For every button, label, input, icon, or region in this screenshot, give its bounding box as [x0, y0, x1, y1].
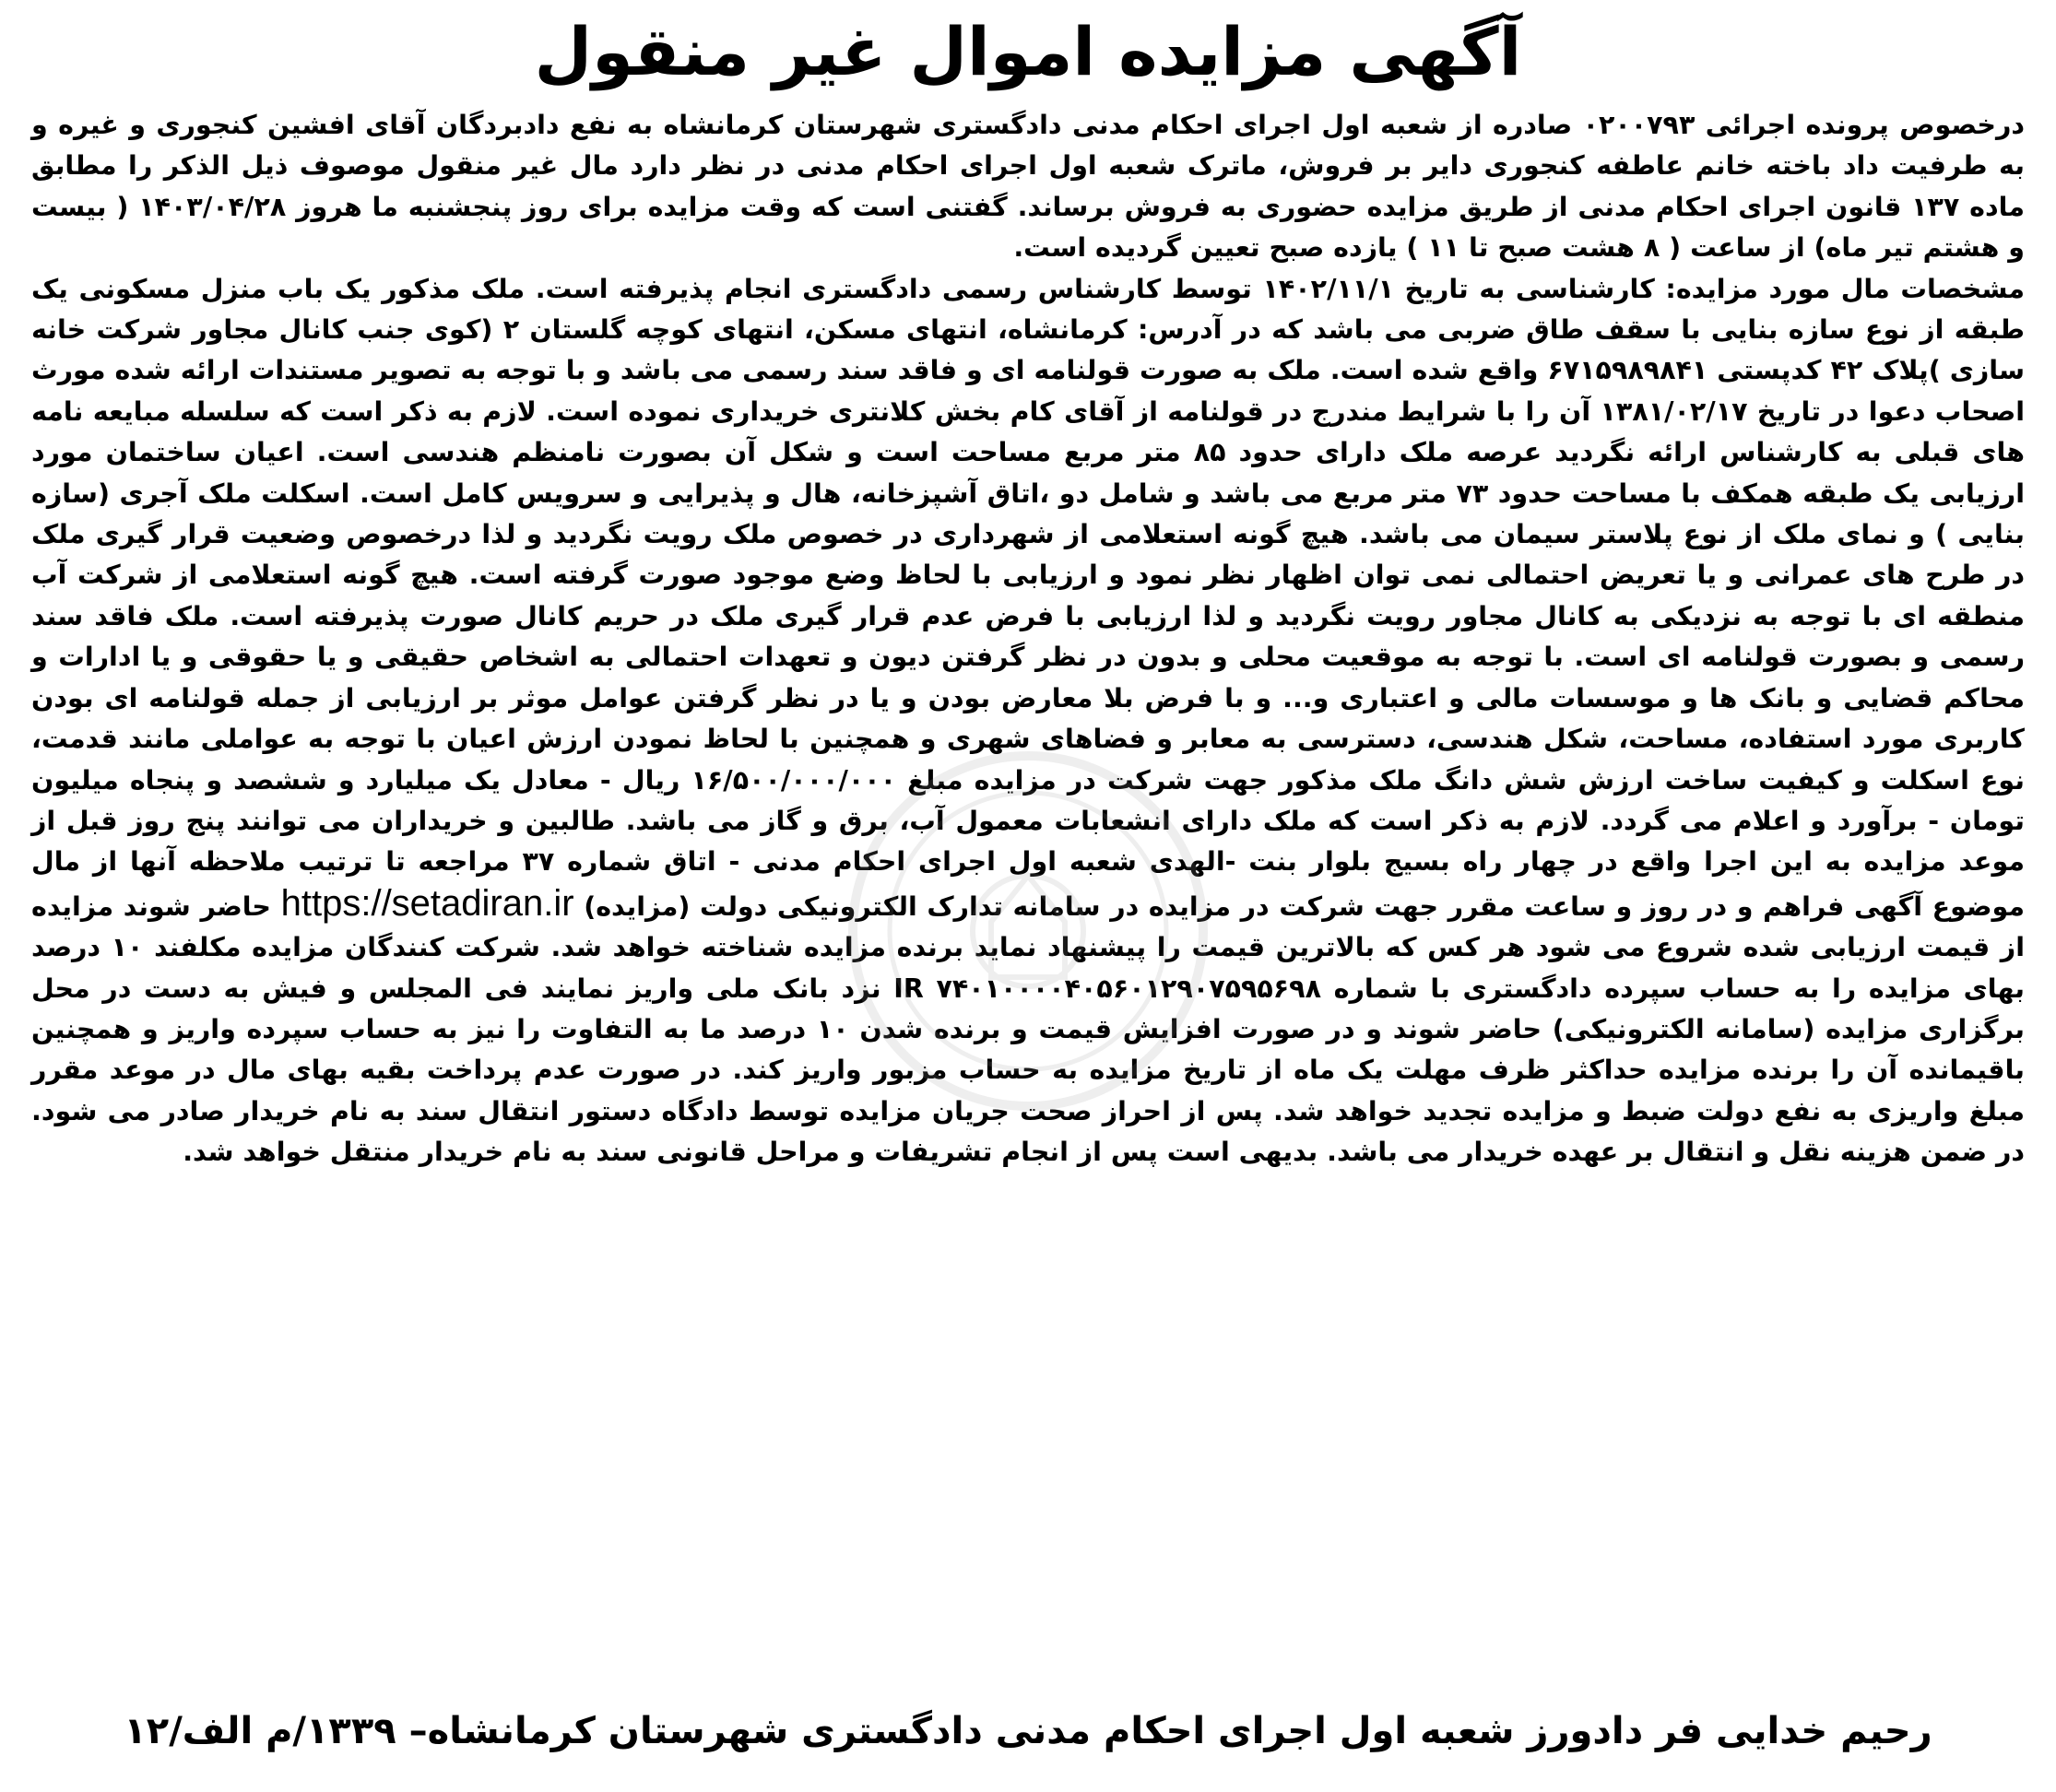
setadiran-url: https://setadiran.ir	[280, 882, 574, 924]
details-text-part-1: مشخصات مال مورد مزایده: کارشناسی به تاریخ ۱۴۰۲/۱۱/۱ توسط کارشناس رسمی دادگستری انجام پذیرفته است. ملک مذکور یک باب منزل مسکونی یک طبقه از نوع سازه بنایی با سقف طاق ضربی می باشد که در آدرس: کرمانشاه، انتهای مسکن، انتهای کوچه گلستان ۲ (کوی جنب کانال مجاور شرکت خانه سازی )پلاک ۴۲ کدپستی ۶۷۱۵۹۸۹۸۴۱ واقع شده است. ملک به صورت قولنامه ای و فاقد سند رسمی می باشد و با توجه به تصویر مستندات ارائه شده مورث اصحاب دعوا در تاریخ ۱۳۸۱/۰۲/۱۷ آن را با شرایط مندرج در قولنامه از آقای کام بخش کلانتری خریداری نموده است. لازم به ذکر است که سلسله مبایعه نامه های قبلی به کارشناس ارائه نگردید عرصه ملک دارای حدود ۸۵ متر مربع مساحت است و شکل آن بصورت نامنظم هندسی است. اعیان ساختمان مورد ارزیابی یک طبقه همکف با مساحت حدود ۷۳ متر مربع می باشد و شامل دو ،اتاق آشپزخانه، هال و پذیرایی و سرویس کامل است. اسکلت ملک آجری (سازه بنایی ) و نمای ملک از نوع پلاستر سیمان می باشد. هیچ گونه استعلامی از شهرداری در خصوص ملک رویت نگردید و لذا درخصوص وضعیت قرار گیری ملک در طرح های عمرانی و یا تعریض احتمالی نمی توان اظهار نظر نمود و ارزیابی با لحاظ وضع موجود صورت گرفته است. هیچ گونه استعلامی از شرکت آب منطقه ای با توجه به نزدیکی به کانال مجاور رویت نگردید و لذا ارزیابی با فرض عدم قرار گیری ملک در حریم کانال صورت پذیرفته است. ملک فاقد سند رسمی و بصورت قولنامه ای است. با توجه به موقعیت محلی و بدون در نظر گرفتن دیون و تعهدات احتمالی به اشخاص حقیقی و یا حقوقی و یا ادارات و محاکم قضایی و بانک ها و موسسات مالی و اعتباری و... و با فرض بلا معارض بودن و یا در نظر گرفتن عوامل موثر بر ارزیابی از جمله قولنامه ای بودن کاربری مورد استفاده، مساحت، شکل هندسی، دسترسی به معابر و فضاهای شهری و همچنین با لحاظ نمودن ارزش اعیان با توجه به عواملی مانند قدمت، نوع اسکلت و کیفیت ساخت ارزش شش دانگ ملک مذکور جهت شرکت در مزایده مبلغ ۱۶/۵۰۰/۰۰۰/۰۰۰ ریال - معادل یک میلیارد و ششصد و پنجاه میلیون تومان - برآورد و اعلام می گردد. لازم به ذکر است که ملک دارای انشعابات معمول آب، برق و گاز می باشد. طالبین و خریداران می توانند پنج روز قبل از موعد مزایده به این اجرا واقع در چهار راه بسیج بلوار بنت -الهدی شعبه اول اجرای احکام مدنی - اتاق شماره ۳۷ مراجعه تا ترتیب ملاحظه آنها از مال موضوع آگهی فراهم و در روز و ساعت مقرر جهت شرکت در مزایده در سامانه تدارک الکترونیکی دولت (مزایده)	[31, 273, 2025, 922]
notice-body	[31, 105, 2025, 1173]
notice-signature: رحیم خدایی فر دادورز شعبه اول اجرای احکام مدنی دادگستری شهرستان کرمانشاه– ۱۳۳۹/م الف/۱۲	[124, 1710, 1932, 1752]
auction-notice	[18, 0, 2038, 1792]
notice-title: آگهی مزایده اموال غیر منقول	[534, 13, 1522, 90]
notice-paragraph-intro: درخصوص پرونده اجرائی ۰۲۰۰۷۹۳ صادره از شعبه اول اجرای احکام مدنی دادگستری شهرستان کرمانشاه به نفع دادبردگان آقای افشین کنجوری و غیره و به طرفیت داد باخته خانم عاطفه کنجوری دایر بر فروش، ماترک شعبه اول اجرای احکام مدنی در نظر دارد مال غیر منقول موصوف ذیل الذکر را مطابق ماده ۱۳۷ قانون اجرای احکام مدنی از طریق مزایده حضوری به فروش برساند. گفتنی است که وقت مزایده برای روز پنجشنبه ما هروز ۱۴۰۳/۰۴/۲۸ ( بیست و هشتم تیر ماه) از ساعت ( ۸ هشت صبح تا ۱۱ ) یازده صبح تعیین گردیده است.	[31, 110, 2025, 264]
details-text-part-2: حاضر شوند مزایده از قیمت ارزیابی شده شروع می شود هر کس که بالاترین قیمت را پیشنهاد نماید برنده مزایده شناخته خواهد شد. شرکت کنندگان مزایده مکلفند ۱۰ درصد بهای مزایده را به حساب سپرده دادگستری با شماره IR ۷۴۰۱۰۰۰۰۴۰۵۶۰۱۲۹۰۷۵۹۵۶۹۸ نزد بانک ملی واریز نمایند فی المجلس و فیش به دست در محل برگزاری مزایده (سامانه الکترونیکی) حاضر شوند و در صورت افزایش قیمت و برنده شدن ۱۰ درصد ما به التفاوت را نیز به حساب سپرده واریز و همچنین باقیمانده آن را برنده مزایده حداکثر ظرف مهلت یک ماه از تاریخ مزایده به حساب مزبور واریز کند. در صورت عدم پرداخت بقیه بهای مال در موعد مقرر مبلغ واریزی به نفع دولت ضبط و مزایده تجدید خواهد شد. پس از احراز صحت جریان مزایده توسط دادگاه دستور انتقال سند به نام خریدار صادر می شود. در ضمن هزینه نقل و انتقال بر عهده خریدار می باشد. بدیهی است پس از انجام تشریفات و مراحل قانونی سند به نام خریدار منتقل خواهد شد.	[31, 890, 2026, 1168]
notice-paragraph-details	[31, 269, 2025, 1173]
